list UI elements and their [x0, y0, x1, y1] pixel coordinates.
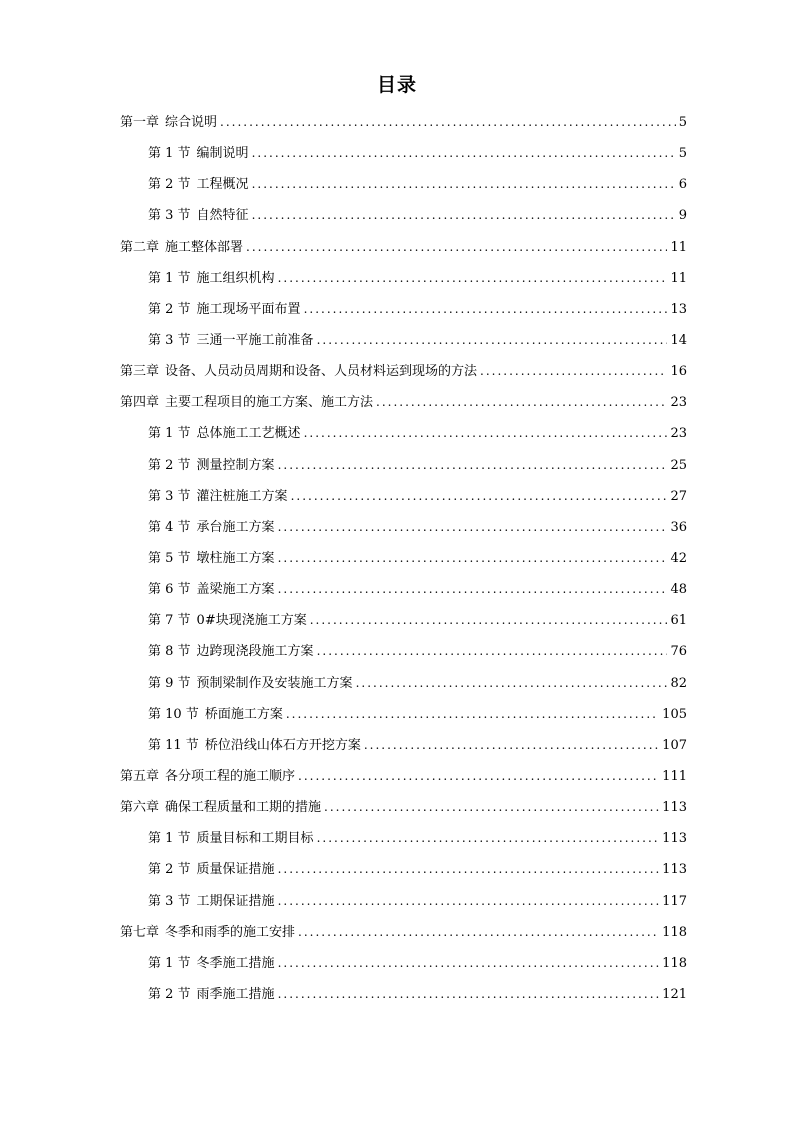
toc-entry-text: 灌注桩施工方案	[196, 488, 288, 504]
toc-entry-text: 墩柱施工方案	[196, 550, 275, 566]
toc-entry-number: 第 3 节	[148, 893, 191, 909]
toc-entry-label	[148, 481, 288, 512]
toc-entry-number: 第五章	[120, 768, 160, 784]
toc-entry-label	[148, 512, 275, 543]
toc-entry-number: 第 5 节	[148, 550, 191, 566]
toc-dot-leader	[252, 138, 676, 169]
toc-page-number: 113	[662, 800, 687, 816]
toc-entry-label	[148, 574, 275, 605]
toc-entry-text: 施工整体部署	[165, 239, 244, 255]
toc-entry-text: 设备、人员动员周期和设备、人员材料运到现场的方法	[165, 364, 478, 380]
toc-entry-text: 雨季施工措施	[196, 986, 275, 1002]
toc-page-number: 42	[670, 550, 687, 566]
toc-entry-text: 承台施工方案	[196, 519, 275, 535]
toc-entry-label	[148, 854, 275, 885]
toc-section-entry[interactable]	[120, 823, 687, 854]
toc-dot-leader	[304, 418, 668, 449]
toc-page-number: 11	[670, 270, 687, 286]
toc-entry-number: 第四章	[120, 395, 160, 411]
toc-entry-label	[148, 823, 314, 854]
toc-entry-label	[148, 325, 314, 356]
toc-dot-leader	[356, 668, 668, 699]
toc-entry-text: 综合说明	[165, 115, 218, 130]
toc-section-entry[interactable]	[120, 730, 687, 761]
toc-entry-number: 第 9 节	[148, 675, 191, 691]
toc-chapter-entry[interactable]	[120, 107, 687, 138]
toc-entry-text: 质量保证措施	[196, 862, 275, 878]
toc-page-number: 25	[670, 457, 687, 473]
toc-section-entry[interactable]	[120, 200, 687, 231]
toc-entry-label	[120, 356, 477, 387]
toc-entry-text: 冬季施工措施	[196, 955, 275, 971]
toc-entry-number: 第 2 节	[148, 457, 191, 473]
toc-page-number: 27	[670, 488, 687, 504]
toc-dot-leader	[317, 823, 660, 854]
toc-section-entry[interactable]	[120, 325, 687, 356]
toc-dot-leader	[304, 294, 668, 325]
toc-entry-number: 第 4 节	[148, 519, 191, 535]
toc-dot-leader	[317, 636, 668, 667]
toc-page-number: 113	[662, 862, 687, 878]
toc-entry-label	[148, 294, 301, 325]
toc-page-number: 23	[670, 426, 687, 442]
toc-entry-label	[148, 605, 307, 636]
toc-entry-label	[148, 979, 275, 1010]
toc-dot-leader	[278, 854, 660, 885]
toc-page-number: 5	[678, 146, 687, 162]
toc-entry-label	[148, 730, 361, 761]
toc-section-entry[interactable]	[120, 418, 687, 449]
toc-entry-label	[148, 543, 275, 574]
toc-section-entry[interactable]	[120, 574, 687, 605]
toc-page-number: 9	[678, 208, 687, 224]
toc-entry-text: 桥位沿线山体石方开挖方案	[204, 737, 361, 753]
toc-dot-leader	[278, 574, 668, 605]
toc-entry-text: 盖梁施工方案	[196, 582, 275, 598]
toc-entry-text: 边跨现浇段施工方案	[196, 644, 314, 660]
toc-section-entry[interactable]	[120, 979, 687, 1010]
toc-page-number: 61	[670, 613, 687, 629]
toc-dot-leader	[317, 325, 668, 356]
toc-entry-number: 第 1 节	[148, 270, 191, 286]
toc-dot-leader	[286, 699, 659, 730]
toc-entry-number: 第 8 节	[148, 644, 191, 660]
toc-entry-number: 第 2 节	[148, 301, 191, 317]
toc-page-number: 11	[670, 239, 687, 255]
toc-page-number: 23	[670, 395, 687, 411]
toc-dot-leader	[291, 481, 668, 512]
toc-entry-number: 第六章	[120, 800, 160, 816]
toc-section-entry[interactable]	[120, 450, 687, 481]
toc-page-number: 16	[670, 364, 687, 380]
toc-entry-number: 第 2 节	[148, 862, 191, 878]
toc-section-entry[interactable]	[120, 169, 687, 200]
toc-entry-text: 质量目标和工期目标	[196, 831, 314, 847]
toc-entry-text: 0#块现浇施工方案	[196, 613, 307, 629]
toc-entry-number: 第七章	[120, 924, 160, 940]
toc-dot-leader	[278, 948, 660, 979]
toc-page-number: 118	[662, 924, 687, 940]
toc-section-entry[interactable]	[120, 138, 687, 169]
toc-entry-label	[148, 636, 314, 667]
toc-entry-number: 第 1 节	[148, 831, 191, 847]
toc-chapter-entry[interactable]	[120, 356, 687, 387]
toc-dot-leader	[246, 232, 667, 263]
toc-entry-number: 第 3 节	[148, 488, 191, 504]
toc-page-number: 121	[662, 986, 687, 1002]
toc-page-number: 6	[678, 177, 687, 193]
toc-section-entry[interactable]	[120, 636, 687, 667]
toc-entry-label	[148, 200, 249, 231]
toc-entry-number: 第三章	[120, 364, 160, 380]
toc-dot-leader	[480, 356, 667, 387]
toc-dot-leader	[220, 107, 676, 138]
toc-entry-text: 施工现场平面布置	[196, 301, 301, 317]
toc-chapter-entry[interactable]	[120, 761, 687, 792]
toc-entry-text: 工程概况	[196, 177, 249, 193]
toc-dot-leader	[278, 543, 668, 574]
toc-page-number: 5	[678, 115, 687, 130]
toc-dot-leader	[364, 730, 659, 761]
toc-chapter-entry[interactable]	[120, 387, 687, 418]
toc-dot-leader	[252, 169, 676, 200]
toc-entry-label	[120, 761, 295, 792]
toc-section-entry[interactable]	[120, 294, 687, 325]
toc-entry-text: 主要工程项目的施工方案、施工方法	[165, 395, 374, 411]
toc-page-number: 117	[662, 893, 687, 909]
toc-section-entry[interactable]	[120, 263, 687, 294]
toc-page-number: 107	[662, 737, 687, 753]
toc-page-number: 76	[670, 644, 687, 660]
toc-page-number: 48	[670, 582, 687, 598]
toc-entry-label	[148, 668, 353, 699]
toc-section-entry[interactable]	[120, 512, 687, 543]
toc-dot-leader	[298, 917, 659, 948]
toc-entry-text: 测量控制方案	[196, 457, 275, 473]
toc-page-number: 82	[670, 675, 687, 691]
toc-entry-text: 三通一平施工前准备	[196, 332, 314, 348]
toc-entry-label	[148, 886, 275, 917]
toc-page-number: 113	[662, 831, 687, 847]
toc-entry-number: 第二章	[120, 239, 160, 255]
toc-entry-label	[120, 232, 243, 263]
table-of-contents	[120, 107, 687, 1010]
toc-entry-label	[148, 418, 301, 449]
toc-section-entry[interactable]	[120, 668, 687, 699]
page-title: 目录	[376, 74, 417, 96]
toc-entry-text: 桥面施工方案	[204, 706, 283, 722]
toc-entry-label	[148, 699, 283, 730]
toc-entry-number: 第 3 节	[148, 332, 191, 348]
toc-dot-leader	[278, 886, 660, 917]
toc-page-number: 111	[662, 768, 687, 784]
toc-section-entry[interactable]	[120, 699, 687, 730]
toc-entry-number: 第 1 节	[148, 955, 191, 971]
toc-entry-label	[120, 917, 295, 948]
toc-dot-leader	[278, 263, 668, 294]
toc-entry-text: 自然特征	[196, 208, 249, 224]
toc-dot-leader	[278, 450, 668, 481]
toc-dot-leader	[252, 200, 676, 231]
toc-entry-number: 第 2 节	[148, 986, 191, 1002]
toc-dot-leader	[376, 387, 667, 418]
toc-entry-number: 第 3 节	[148, 208, 191, 224]
toc-section-entry[interactable]	[120, 605, 687, 636]
toc-entry-text: 编制说明	[196, 146, 249, 162]
toc-entry-text: 施工组织机构	[196, 270, 275, 286]
toc-section-entry[interactable]	[120, 543, 687, 574]
toc-chapter-entry[interactable]	[120, 232, 687, 263]
toc-entry-number: 第 2 节	[148, 177, 191, 193]
toc-entry-label	[148, 948, 275, 979]
toc-section-entry[interactable]	[120, 481, 687, 512]
toc-entry-number: 第 6 节	[148, 582, 191, 598]
toc-entry-number: 第一章	[120, 115, 160, 130]
toc-page-number: 14	[670, 332, 687, 348]
toc-section-entry[interactable]	[120, 886, 687, 917]
toc-chapter-entry[interactable]	[120, 917, 687, 948]
toc-section-entry[interactable]	[120, 854, 687, 885]
toc-entry-text: 冬季和雨季的施工安排	[165, 924, 296, 940]
toc-entry-label	[120, 792, 321, 823]
toc-entry-label	[120, 387, 373, 418]
toc-entry-number: 第 10 节	[148, 706, 199, 722]
toc-entry-label	[148, 263, 275, 294]
toc-page-number: 13	[670, 301, 687, 317]
toc-entry-text: 总体施工工艺概述	[196, 426, 301, 442]
toc-entry-text: 预制梁制作及安装施工方案	[196, 675, 353, 691]
toc-entry-label	[148, 450, 275, 481]
toc-dot-leader	[298, 761, 659, 792]
toc-page-number: 118	[662, 955, 687, 971]
toc-entry-number: 第 7 节	[148, 613, 191, 629]
toc-entry-number: 第 11 节	[148, 737, 199, 753]
toc-entry-number: 第 1 节	[148, 426, 191, 442]
toc-dot-leader	[278, 512, 668, 543]
toc-entry-text: 确保工程质量和工期的措施	[165, 800, 322, 816]
toc-entry-label	[148, 138, 249, 169]
toc-chapter-entry[interactable]	[120, 792, 687, 823]
toc-page-number: 105	[662, 706, 687, 722]
toc-entry-label	[120, 107, 217, 138]
toc-dot-leader	[310, 605, 668, 636]
toc-entry-text: 各分项工程的施工顺序	[165, 768, 296, 784]
toc-section-entry[interactable]	[120, 948, 687, 979]
toc-entry-label	[148, 169, 249, 200]
toc-page-number: 36	[670, 519, 687, 535]
toc-dot-leader	[278, 979, 660, 1010]
toc-dot-leader	[324, 792, 659, 823]
toc-entry-number: 第 1 节	[148, 146, 191, 162]
toc-entry-text: 工期保证措施	[196, 893, 275, 909]
